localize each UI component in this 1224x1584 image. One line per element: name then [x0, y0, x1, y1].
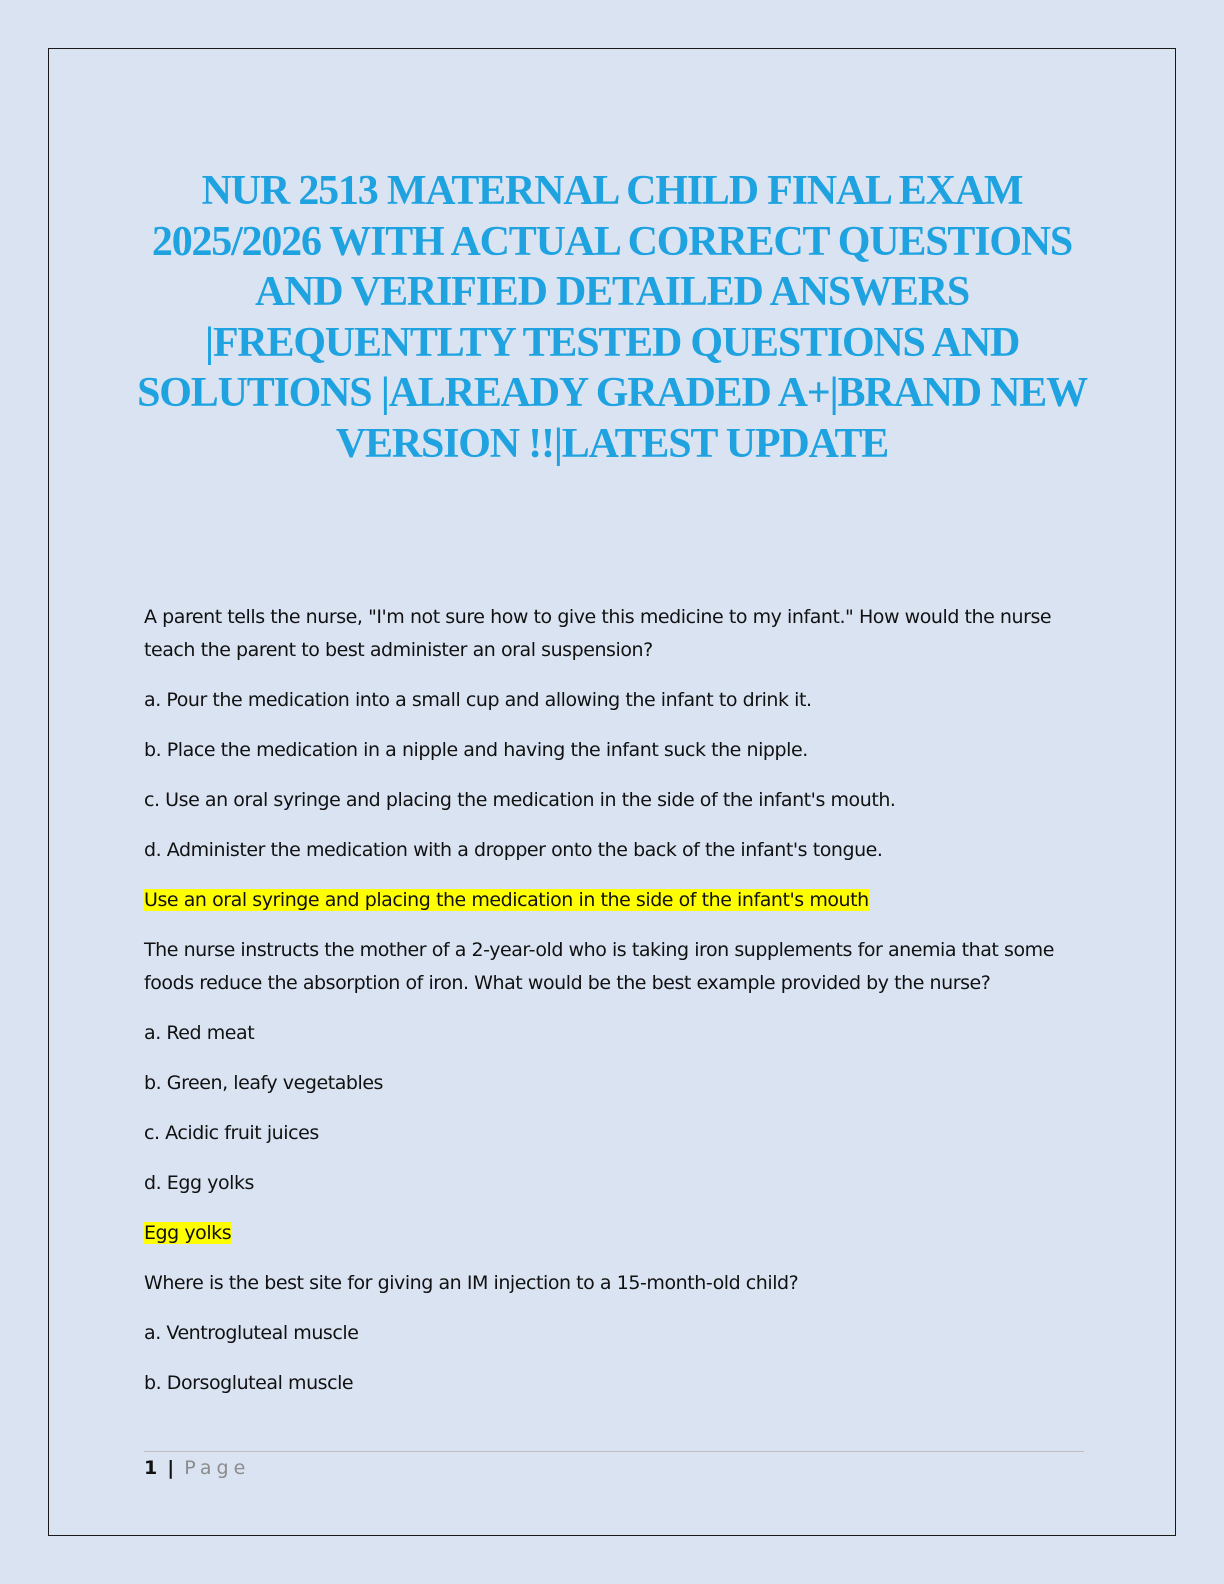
highlighted-answer: Egg yolks [144, 1222, 232, 1244]
option-d: d. Egg yolks [144, 1172, 254, 1194]
option-c: c. Use an oral syringe and placing the medication in the side of the infant's mouth. [144, 789, 896, 811]
page-footer [144, 1456, 250, 1480]
page-label: Page [184, 1457, 251, 1479]
question-text: Where is the best site for giving an IM injection to a 15-month-old child? [144, 1272, 799, 1294]
highlighted-answer: Use an oral syringe and placing the medication in the side of the infant's mouth [144, 889, 869, 911]
option-b: b. Place the medication in a nipple and having the infant suck the nipple. [144, 739, 808, 761]
document-body [144, 601, 1084, 1417]
option-b: b. Green, leafy vegetables [144, 1072, 384, 1094]
question-text: The nurse instructs the mother of a 2-year-old who is taking iron supplements for anemia that some foods reduce the absorption of iron. What would be the best example provided by the nurse? [144, 939, 1054, 994]
option-a: a. Ventrogluteal muscle [144, 1322, 359, 1344]
option-c: c. Acidic fruit juices [144, 1122, 319, 1144]
option-b: b. Dorsogluteal muscle [144, 1372, 354, 1394]
option-a: a. Pour the medication into a small cup and allowing the infant to drink it. [144, 689, 812, 711]
option-d: d. Administer the medication with a dropper onto the back of the infant's tongue. [144, 839, 883, 861]
page-number: 1 [144, 1457, 158, 1479]
footer-separator: | [167, 1457, 175, 1479]
answer-line [144, 1217, 1084, 1250]
footer-divider [144, 1451, 1084, 1452]
document-title: NUR 2513 MATERNAL CHILD FINAL EXAM 2025/2026 WITH ACTUAL CORRECT QUESTIONS AND VERIFIED DETAILED ANSWERS |FREQUENTLTY TESTED QUESTIONS AND SOLUTIONS |ALREADY GRADED A+|BRAND NEW VERSION !!|LATEST UPDATE [137, 168, 1087, 467]
question-text: A parent tells the nurse, "I'm not sure how to give this medicine to my infant." How would the nurse teach the parent to best administer an oral suspension? [144, 606, 1052, 661]
option-a: a. Red meat [144, 1022, 255, 1044]
answer-line [144, 884, 1084, 917]
